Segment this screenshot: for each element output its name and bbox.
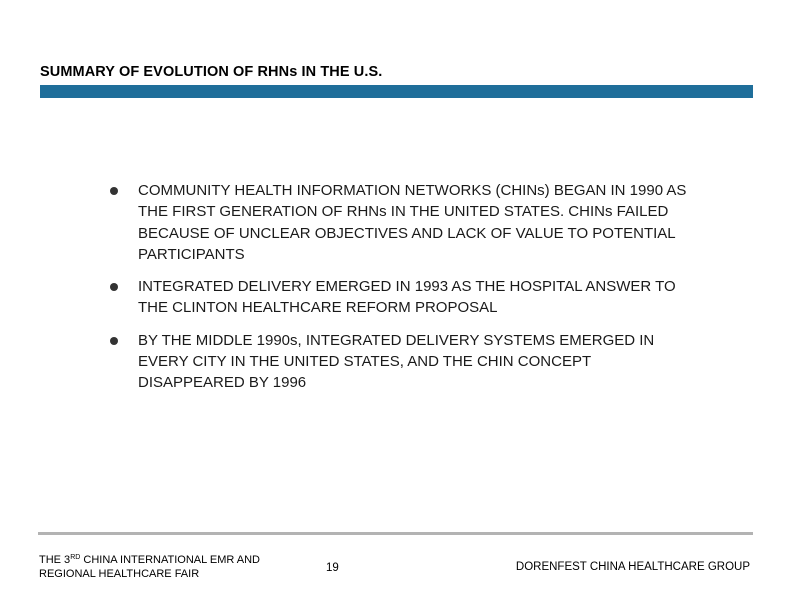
footer-organization: DORENFEST CHINA HEALTHCARE GROUP bbox=[515, 561, 750, 573]
bullet-item bbox=[110, 276, 690, 319]
footer-event-prefix: THE 3 bbox=[39, 554, 71, 566]
page-number: 19 bbox=[326, 562, 339, 574]
title-accent-bar bbox=[40, 85, 753, 98]
bullet-list bbox=[110, 180, 690, 405]
slide-title: SUMMARY OF EVOLUTION OF RHNs IN THE U.S. bbox=[40, 64, 383, 80]
footer-event-line1: CHINA INTERNATIONAL EMR AND bbox=[80, 554, 261, 566]
bullet-item bbox=[110, 330, 690, 394]
bullet-text: INTEGRATED DELIVERY EMERGED IN 1993 AS THE HOSPITAL ANSWER TO THE CLINTON HEALTHCARE REFORM PROPOSAL bbox=[138, 278, 676, 317]
bullet-dot-icon bbox=[110, 187, 118, 195]
footer-event-line2: REGIONAL HEALTHCARE FAIR bbox=[39, 568, 200, 580]
footer-event-ordinal: RD bbox=[70, 554, 81, 561]
bullet-dot-icon bbox=[110, 283, 118, 291]
bullet-text: BY THE MIDDLE 1990s, INTEGRATED DELIVERY SYSTEMS EMERGED IN EVERY CITY IN THE UNITED STATES, AND THE CHIN CONCEPT DISAPPEARED BY 1996 bbox=[138, 331, 655, 392]
footer-divider bbox=[38, 532, 753, 535]
bullet-item bbox=[110, 180, 690, 265]
bullet-dot-icon bbox=[110, 337, 118, 345]
bullet-text: COMMUNITY HEALTH INFORMATION NETWORKS (CHINs) BEGAN IN 1990 AS THE FIRST GENERATION OF RHNs IN THE UNITED STATES. CHINs FAILED BECAUSE OF UNCLEAR OBJECTIVES AND LACK OF VALUE TO POTENTIAL PARTICIPANTS bbox=[138, 182, 687, 263]
footer-event-name bbox=[39, 553, 260, 581]
